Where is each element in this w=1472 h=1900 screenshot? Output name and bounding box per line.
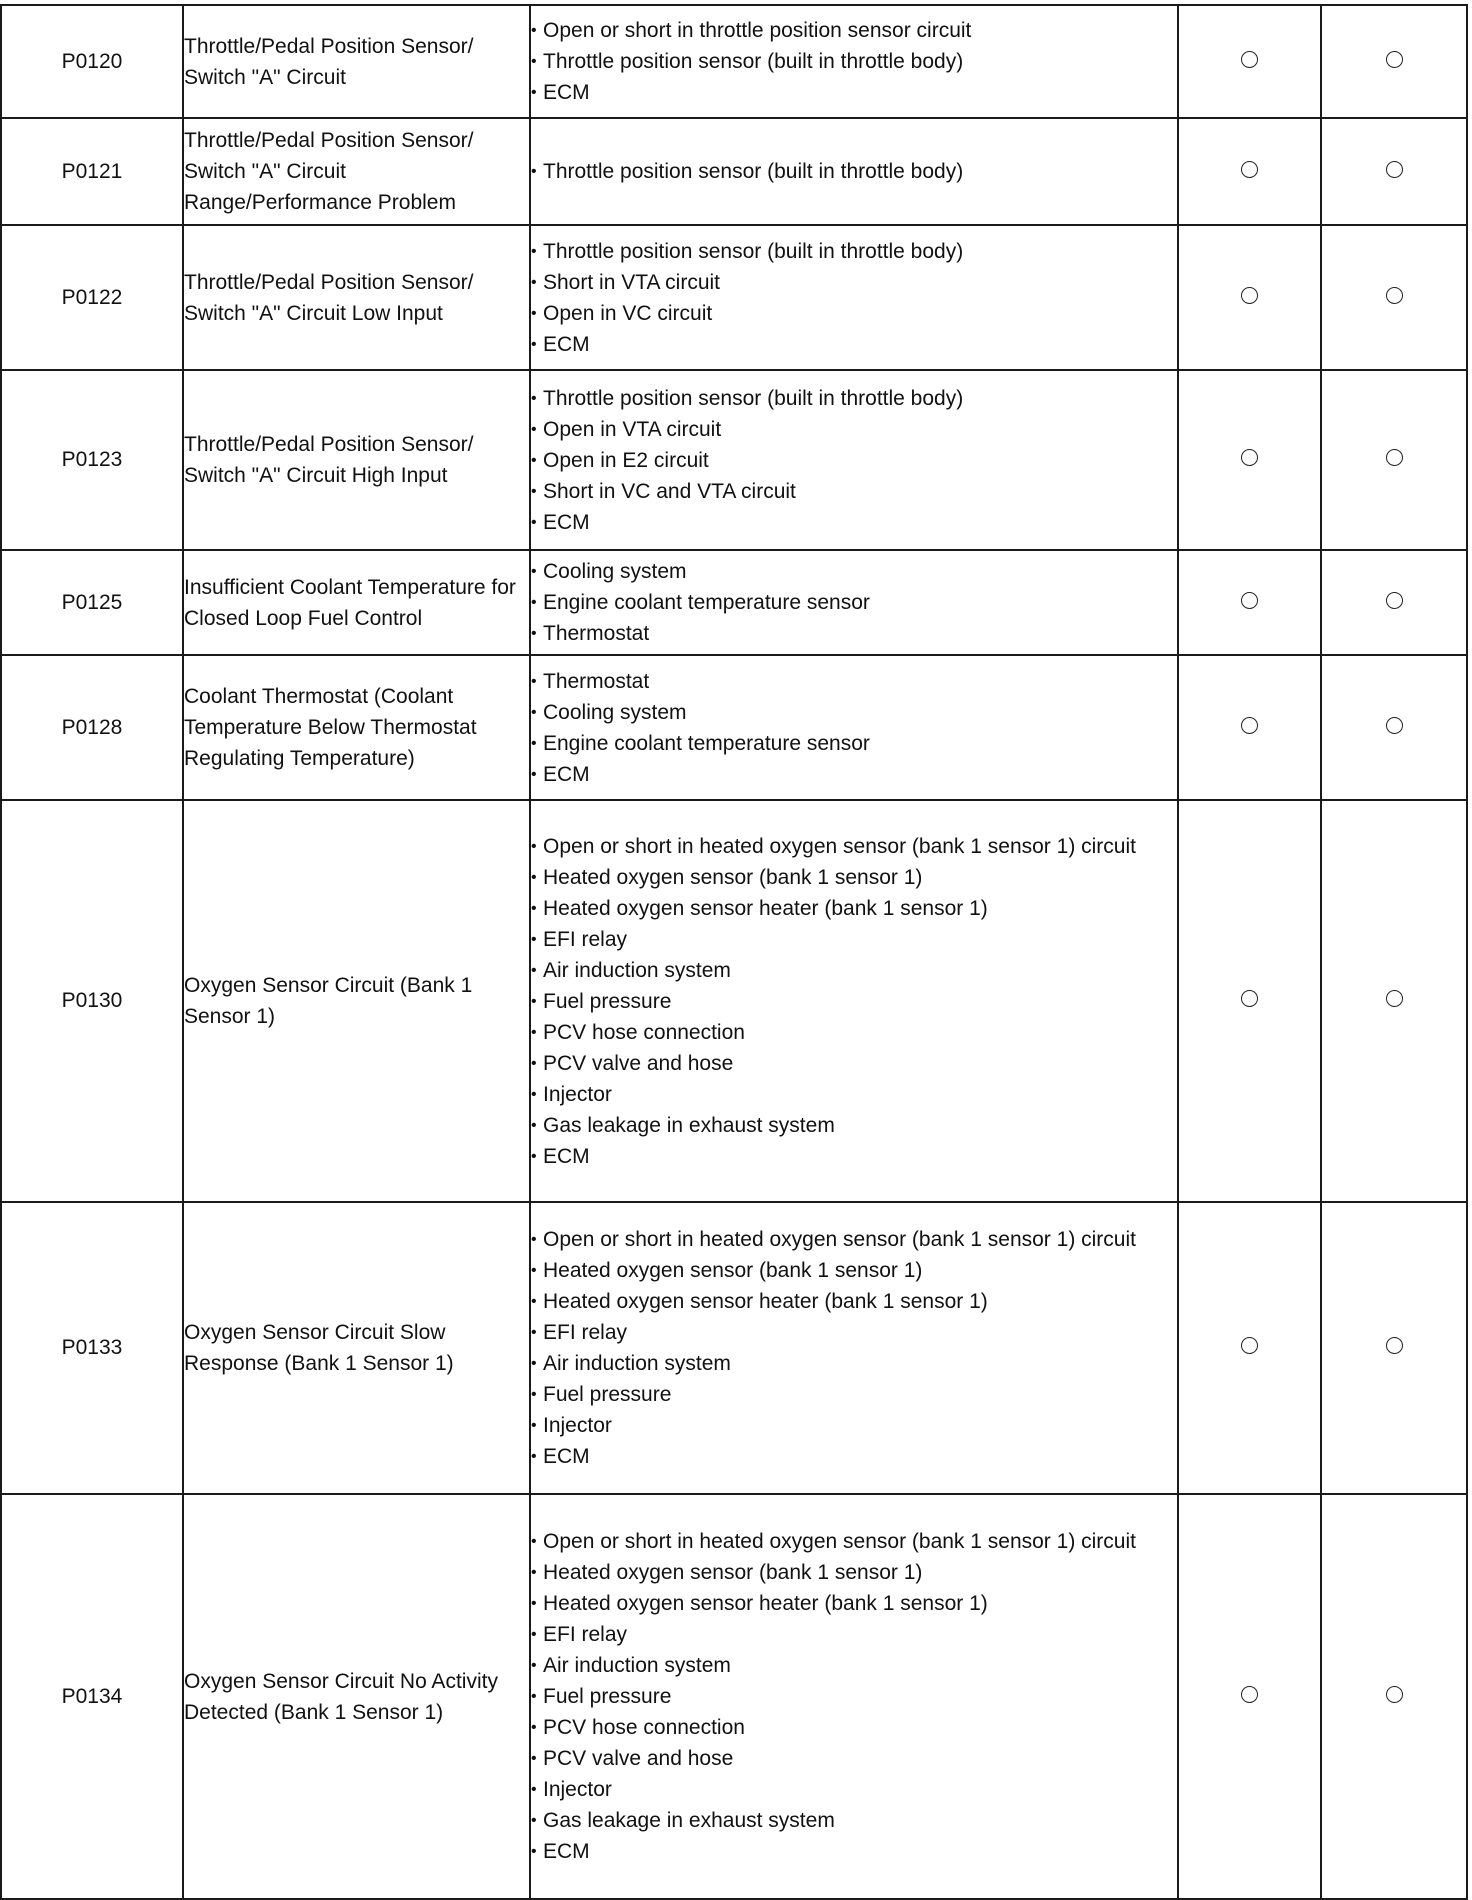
trouble-area-item — [531, 267, 1177, 298]
trouble-area-list — [530, 1202, 1178, 1494]
bullet-icon: • — [531, 563, 537, 580]
mil-cell — [1178, 5, 1321, 118]
bullet-icon: • — [531, 1116, 537, 1134]
bullet-icon: • — [531, 1781, 537, 1798]
trouble-area-text: Throttle position sensor (built in throttle body) — [543, 160, 964, 183]
trouble-area-item — [531, 1255, 1177, 1286]
bullet-icon: • — [531, 992, 537, 1010]
bullet-icon: • — [531, 1386, 537, 1403]
dtc-code: P0128 — [1, 655, 183, 800]
trouble-area-list — [530, 550, 1178, 655]
bullet-icon: • — [531, 1448, 537, 1465]
memory-cell — [1321, 225, 1467, 370]
trouble-area-item — [531, 1557, 1177, 1588]
table-row — [1, 550, 1467, 655]
trouble-area-item — [531, 924, 1177, 955]
detection-item: Throttle/Pedal Position Sensor/ Switch "A" Circuit Range/Performance Problem — [183, 118, 530, 225]
memory-cell — [1321, 370, 1467, 550]
trouble-area-text: ECM — [543, 1144, 590, 1168]
trouble-area-item — [531, 1441, 1177, 1472]
bullet-icon: • — [531, 625, 537, 642]
detection-item: Coolant Thermostat (Coolant Temperature Below Thermostat Regulating Temperature) — [183, 655, 530, 800]
detection-item: Throttle/Pedal Position Sensor/ Switch "A" Circuit High Input — [183, 370, 530, 550]
trouble-area-text: Engine coolant temperature sensor — [543, 731, 870, 755]
trouble-area-item — [531, 414, 1177, 445]
trouble-area-text: Short in VTA circuit — [543, 270, 721, 294]
bullet-icon: • — [531, 335, 537, 353]
mil-cell — [1178, 1494, 1321, 1899]
trouble-area-item — [531, 862, 1177, 893]
dtc-code: P0121 — [1, 118, 183, 225]
memory-circle-mark — [1386, 1337, 1403, 1354]
bullet-icon: • — [531, 703, 537, 721]
trouble-area-text: ECM — [543, 81, 590, 104]
bullet-icon: • — [531, 868, 537, 886]
trouble-area-list — [530, 118, 1178, 225]
trouble-area-item — [531, 1224, 1177, 1255]
trouble-area-text: Short in VC and VTA circuit — [543, 479, 796, 503]
trouble-area-text: ECM — [543, 762, 590, 786]
mil-circle-mark — [1241, 161, 1258, 178]
trouble-area-text: ECM — [543, 1445, 590, 1468]
trouble-area-text: EFI relay — [543, 927, 628, 951]
mil-cell — [1178, 800, 1321, 1202]
bullet-icon: • — [531, 1262, 537, 1279]
trouble-area-item — [531, 1317, 1177, 1348]
memory-circle-mark — [1386, 449, 1403, 466]
mil-circle-mark — [1241, 51, 1258, 68]
mil-cell — [1178, 655, 1321, 800]
trouble-area-text: Fuel pressure — [543, 989, 672, 1013]
memory-circle-mark — [1386, 1686, 1403, 1703]
memory-cell — [1321, 1202, 1467, 1494]
memory-cell — [1321, 800, 1467, 1202]
trouble-area-list — [530, 800, 1178, 1202]
trouble-area-item — [531, 1048, 1177, 1079]
bullet-icon: • — [531, 1324, 537, 1341]
memory-circle-mark — [1386, 51, 1403, 68]
trouble-area-item — [531, 1079, 1177, 1110]
bullet-icon: • — [531, 389, 537, 407]
trouble-area-item — [531, 728, 1177, 759]
trouble-area-list — [530, 655, 1178, 800]
trouble-area-item — [531, 1348, 1177, 1379]
mil-circle-mark — [1241, 592, 1258, 609]
memory-cell — [1321, 655, 1467, 800]
detection-item: Insufficient Coolant Temperature for Closed Loop Fuel Control — [183, 550, 530, 655]
trouble-area-text: Heated oxygen sensor (bank 1 sensor 1) — [543, 1561, 923, 1584]
trouble-area-item — [531, 383, 1177, 414]
trouble-area-list — [530, 1494, 1178, 1899]
trouble-area-item — [531, 77, 1177, 108]
trouble-area-text: EFI relay — [543, 1321, 628, 1344]
trouble-area-text: Engine coolant temperature sensor — [543, 591, 870, 614]
trouble-area-text: Cooling system — [543, 700, 687, 724]
bullet-icon: • — [531, 1355, 537, 1372]
memory-cell — [1321, 118, 1467, 225]
trouble-area-text: Open or short in throttle position sensor circuit — [543, 19, 972, 42]
bullet-icon: • — [531, 451, 537, 469]
memory-circle-mark — [1386, 161, 1403, 178]
detection-item: Throttle/Pedal Position Sensor/ Switch "A" Circuit — [183, 5, 530, 118]
trouble-area-item — [531, 831, 1177, 862]
bullet-icon: • — [531, 1750, 537, 1767]
trouble-area-item — [531, 1681, 1177, 1712]
trouble-area-text: Throttle position sensor (built in throttle body) — [543, 50, 964, 73]
trouble-area-item — [531, 1526, 1177, 1557]
trouble-area-text: PCV hose connection — [543, 1716, 745, 1739]
bullet-icon: • — [531, 273, 537, 291]
detection-item: Oxygen Sensor Circuit No Activity Detected (Bank 1 Sensor 1) — [183, 1494, 530, 1899]
trouble-area-text: EFI relay — [543, 1623, 628, 1646]
trouble-area-item — [531, 1712, 1177, 1743]
bullet-icon: • — [531, 1147, 537, 1165]
trouble-area-item — [531, 1774, 1177, 1805]
table-row — [1, 118, 1467, 225]
trouble-area-item — [531, 666, 1177, 697]
bullet-icon: • — [531, 1231, 537, 1248]
trouble-area-item — [531, 15, 1177, 46]
trouble-area-text: Fuel pressure — [543, 1383, 672, 1406]
trouble-area-item — [531, 1286, 1177, 1317]
table-row — [1, 655, 1467, 800]
table-row — [1, 225, 1467, 370]
trouble-area-text: PCV valve and hose — [543, 1747, 734, 1770]
trouble-area-text: Thermostat — [543, 622, 650, 645]
bullet-icon: • — [531, 1417, 537, 1434]
trouble-area-text: Heated oxygen sensor (bank 1 sensor 1) — [543, 1259, 923, 1282]
trouble-area-text: Open or short in heated oxygen sensor (bank 1 sensor 1) circuit — [543, 834, 1136, 858]
mil-cell — [1178, 118, 1321, 225]
mil-circle-mark — [1241, 1337, 1258, 1354]
trouble-area-item — [531, 1619, 1177, 1650]
trouble-area-item — [531, 476, 1177, 507]
trouble-area-text: Injector — [543, 1778, 612, 1801]
trouble-area-text: ECM — [543, 510, 590, 534]
trouble-area-item — [531, 556, 1177, 587]
trouble-area-item — [531, 587, 1177, 618]
trouble-area-list — [530, 225, 1178, 370]
mil-cell — [1178, 1202, 1321, 1494]
dtc-code: P0120 — [1, 5, 183, 118]
mil-cell — [1178, 370, 1321, 550]
mil-circle-mark — [1241, 990, 1258, 1007]
dtc-code: P0123 — [1, 370, 183, 550]
trouble-area-item — [531, 1650, 1177, 1681]
trouble-area-text: Fuel pressure — [543, 1685, 672, 1708]
trouble-area-item — [531, 329, 1177, 360]
table-row — [1, 800, 1467, 1202]
trouble-area-text: Open in E2 circuit — [543, 448, 709, 472]
mil-circle-mark — [1241, 1686, 1258, 1703]
trouble-area-text: Heated oxygen sensor (bank 1 sensor 1) — [543, 865, 923, 889]
trouble-area-item — [531, 1017, 1177, 1048]
bullet-icon: • — [531, 1843, 537, 1860]
bullet-icon: • — [531, 1688, 537, 1705]
memory-circle-mark — [1386, 990, 1403, 1007]
bullet-icon: • — [531, 1533, 537, 1550]
trouble-area-item — [531, 236, 1177, 267]
bullet-icon: • — [531, 242, 537, 260]
trouble-area-item — [531, 697, 1177, 728]
bullet-icon: • — [531, 837, 537, 855]
trouble-area-item — [531, 445, 1177, 476]
bullet-icon: • — [531, 22, 537, 39]
dtc-code: P0130 — [1, 800, 183, 1202]
trouble-area-text: Heated oxygen sensor heater (bank 1 sensor 1) — [543, 896, 988, 920]
bullet-icon: • — [531, 53, 537, 70]
trouble-area-text: ECM — [543, 332, 590, 356]
memory-cell — [1321, 550, 1467, 655]
trouble-area-text: Air induction system — [543, 1352, 731, 1375]
bullet-icon: • — [531, 961, 537, 979]
trouble-area-item — [531, 1836, 1177, 1867]
trouble-area-text: PCV hose connection — [543, 1020, 745, 1044]
trouble-area-item — [531, 1379, 1177, 1410]
bullet-icon: • — [531, 672, 537, 690]
trouble-area-text: Heated oxygen sensor heater (bank 1 sensor 1) — [543, 1290, 988, 1313]
trouble-area-item — [531, 507, 1177, 538]
trouble-area-item — [531, 618, 1177, 649]
detection-item: Throttle/Pedal Position Sensor/ Switch "A" Circuit Low Input — [183, 225, 530, 370]
bullet-icon: • — [531, 594, 537, 611]
bullet-icon: • — [531, 899, 537, 917]
bullet-icon: • — [531, 84, 537, 101]
trouble-area-list — [530, 5, 1178, 118]
bullet-icon: • — [531, 1595, 537, 1612]
trouble-area-item — [531, 1410, 1177, 1441]
trouble-area-item — [531, 986, 1177, 1017]
dtc-code: P0134 — [1, 1494, 183, 1899]
mil-cell — [1178, 225, 1321, 370]
trouble-area-item — [531, 1588, 1177, 1619]
trouble-area-text: Open in VTA circuit — [543, 417, 722, 441]
trouble-area-text: Throttle position sensor (built in throttle body) — [543, 386, 964, 410]
mil-circle-mark — [1241, 449, 1258, 466]
memory-circle-mark — [1386, 717, 1403, 734]
bullet-icon: • — [531, 1564, 537, 1581]
bullet-icon: • — [531, 420, 537, 438]
mil-cell — [1178, 550, 1321, 655]
bullet-icon: • — [531, 482, 537, 500]
memory-circle-mark — [1386, 592, 1403, 609]
trouble-area-text: Open in VC circuit — [543, 301, 713, 325]
memory-circle-mark — [1386, 287, 1403, 304]
bullet-icon: • — [531, 304, 537, 322]
bullet-icon: • — [531, 930, 537, 948]
trouble-area-item — [531, 156, 1177, 187]
bullet-icon: • — [531, 734, 537, 752]
dtc-code: P0133 — [1, 1202, 183, 1494]
trouble-area-text: Throttle position sensor (built in throttle body) — [543, 239, 964, 263]
bullet-icon: • — [531, 1812, 537, 1829]
table-row — [1, 1494, 1467, 1899]
trouble-area-text: Gas leakage in exhaust system — [543, 1113, 835, 1137]
memory-cell — [1321, 1494, 1467, 1899]
trouble-area-item — [531, 1743, 1177, 1774]
bullet-icon: • — [531, 1054, 537, 1072]
bullet-icon: • — [531, 765, 537, 783]
trouble-area-text: Heated oxygen sensor heater (bank 1 sensor 1) — [543, 1592, 988, 1615]
bullet-icon: • — [531, 513, 537, 531]
bullet-icon: • — [531, 1023, 537, 1041]
trouble-area-text: Gas leakage in exhaust system — [543, 1809, 835, 1832]
bullet-icon: • — [531, 1293, 537, 1310]
trouble-area-text: Open or short in heated oxygen sensor (bank 1 sensor 1) circuit — [543, 1228, 1136, 1251]
trouble-area-text: PCV valve and hose — [543, 1051, 734, 1075]
detection-item: Oxygen Sensor Circuit Slow Response (Bank 1 Sensor 1) — [183, 1202, 530, 1494]
bullet-icon: • — [531, 1719, 537, 1736]
dtc-code: P0125 — [1, 550, 183, 655]
trouble-area-text: Cooling system — [543, 560, 687, 583]
trouble-area-text: Open or short in heated oxygen sensor (bank 1 sensor 1) circuit — [543, 1530, 1136, 1553]
trouble-area-item — [531, 298, 1177, 329]
trouble-area-text: ECM — [543, 1840, 590, 1863]
bullet-icon: • — [531, 163, 537, 180]
dtc-table-body — [1, 5, 1467, 1899]
trouble-area-text: Injector — [543, 1414, 612, 1437]
table-row — [1, 1202, 1467, 1494]
dtc-code: P0122 — [1, 225, 183, 370]
trouble-area-text: Air induction system — [543, 958, 731, 982]
memory-cell — [1321, 5, 1467, 118]
detection-item: Oxygen Sensor Circuit (Bank 1 Sensor 1) — [183, 800, 530, 1202]
bullet-icon: • — [531, 1626, 537, 1643]
mil-circle-mark — [1241, 717, 1258, 734]
dtc-table — [0, 4, 1468, 1900]
mil-circle-mark — [1241, 287, 1258, 304]
trouble-area-text: Thermostat — [543, 669, 650, 693]
bullet-icon: • — [531, 1657, 537, 1674]
trouble-area-item — [531, 46, 1177, 77]
trouble-area-item — [531, 893, 1177, 924]
trouble-area-text: Air induction system — [543, 1654, 731, 1677]
table-row — [1, 5, 1467, 118]
trouble-area-item — [531, 1110, 1177, 1141]
trouble-area-item — [531, 759, 1177, 790]
trouble-area-item — [531, 1805, 1177, 1836]
table-row — [1, 370, 1467, 550]
trouble-area-item — [531, 955, 1177, 986]
trouble-area-list — [530, 370, 1178, 550]
trouble-area-item — [531, 1141, 1177, 1172]
bullet-icon: • — [531, 1085, 537, 1103]
trouble-area-text: Injector — [543, 1082, 612, 1106]
